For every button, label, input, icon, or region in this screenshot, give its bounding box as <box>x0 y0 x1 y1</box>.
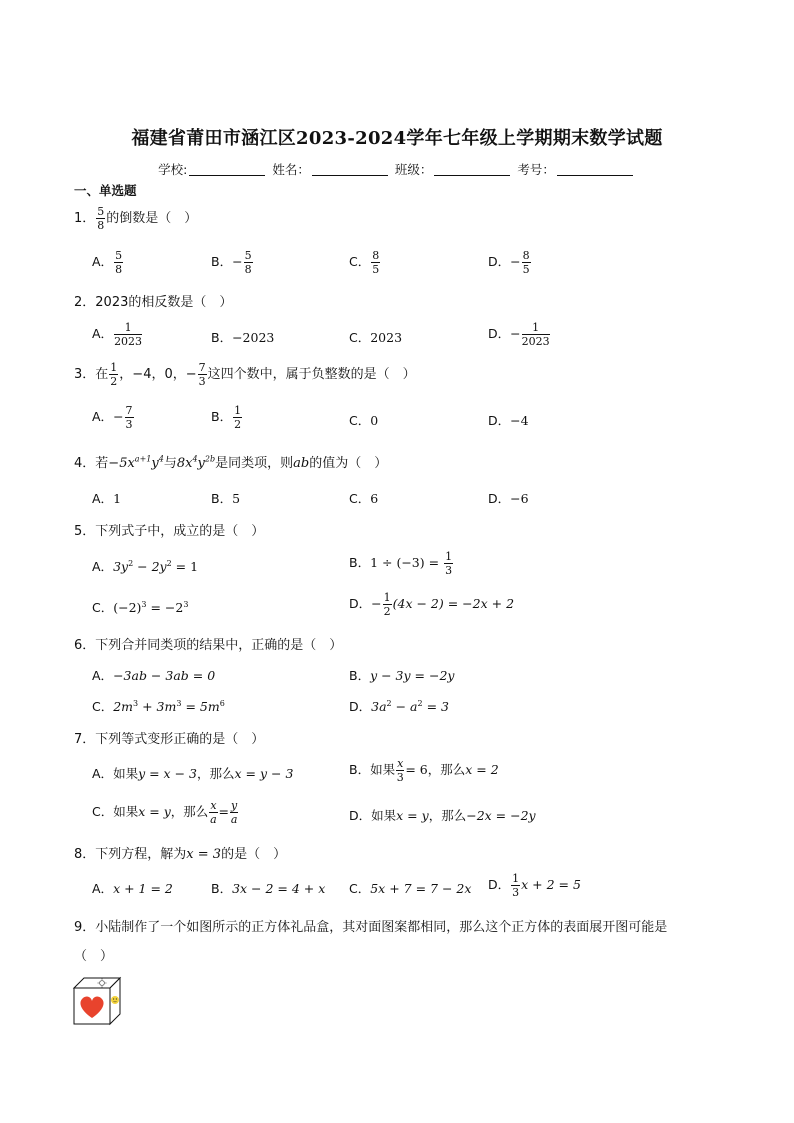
denominator: 3 <box>512 886 520 899</box>
numerator: 1 <box>234 404 242 417</box>
q4-option-d[interactable] <box>488 489 529 507</box>
exponent: 2 <box>386 698 392 708</box>
option-value: −2023 <box>232 330 275 345</box>
fraction <box>114 322 142 347</box>
exponent: 3 <box>183 599 189 609</box>
q8-option-b[interactable] <box>211 879 325 897</box>
question-number: 9． <box>74 920 96 935</box>
question-6 <box>74 634 342 653</box>
question-text: 的值为（ ） <box>309 456 388 471</box>
question-number: 5． <box>74 524 96 539</box>
q3-option-d[interactable] <box>488 411 529 429</box>
option-text: ，那么 <box>428 808 467 823</box>
numerator: 1 <box>114 322 142 335</box>
math-term: x = y <box>138 804 171 819</box>
option-label: C． <box>349 254 371 269</box>
q7-option-b[interactable] <box>349 758 499 783</box>
option-label: B． <box>211 881 233 896</box>
question-number: 1． <box>74 211 96 226</box>
numerator: 1 <box>445 550 453 563</box>
exponent: 4 <box>158 454 164 464</box>
question-8 <box>74 843 286 862</box>
question-text: 这四个数中，属于负整数的是（ ） <box>207 367 416 382</box>
smiley-icon <box>111 996 119 1004</box>
denominator: a <box>210 813 217 826</box>
q5-option-d[interactable] <box>349 592 514 617</box>
option-label: C． <box>349 491 371 506</box>
math-term: − a <box>391 699 418 714</box>
math-term: (4x − 2) = −2x + 2 <box>392 596 515 611</box>
option-label: C． <box>92 699 114 714</box>
fraction <box>114 250 123 275</box>
denominator: 8 <box>97 219 105 232</box>
q4-option-b[interactable] <box>211 489 240 507</box>
q1-option-d[interactable] <box>488 250 532 275</box>
fraction <box>522 322 550 347</box>
numerator: 8 <box>522 249 530 262</box>
denominator: 3 <box>445 564 453 577</box>
q4-option-c[interactable] <box>349 489 378 507</box>
question-1 <box>74 206 197 231</box>
numerator: 1 <box>512 872 520 885</box>
question-text: 下列合并同类项的结果中，正确的是（ ） <box>95 638 343 653</box>
option-text: 如果 <box>371 808 397 823</box>
question-number: 2． <box>74 295 96 310</box>
math-term: = 5m <box>181 699 220 714</box>
math-term: = 6 <box>405 762 428 777</box>
option-value: y − 3y = −2y <box>370 668 455 683</box>
numerator: 1 <box>522 322 550 335</box>
q1-option-a[interactable] <box>92 250 124 275</box>
question-text: 是同类项，则 <box>215 456 294 471</box>
numerator: 5 <box>115 249 123 262</box>
q1-option-c[interactable] <box>349 250 381 275</box>
math-term: x = 3 <box>186 847 222 862</box>
exponent: 2 <box>128 558 134 568</box>
math-term: x = y − 3 <box>234 766 294 781</box>
denominator: 2 <box>234 418 242 431</box>
question-9-paren: （ ） <box>74 949 114 964</box>
option-label: D． <box>488 413 511 428</box>
question-3 <box>74 362 416 387</box>
question-9 <box>74 916 667 935</box>
option-label: A． <box>92 409 114 424</box>
class-blank <box>434 163 510 176</box>
option-label: B． <box>349 555 371 570</box>
denominator: a <box>230 813 238 826</box>
exponent: a+1 <box>134 454 152 464</box>
denominator: 2023 <box>114 335 143 348</box>
q7-option-a[interactable] <box>92 764 293 782</box>
math-term: 3y <box>113 559 129 574</box>
question-text: 的是（ ） <box>221 847 287 862</box>
fraction <box>209 800 217 825</box>
option-label: A． <box>92 254 114 269</box>
option-label: D． <box>488 877 511 892</box>
school-blank <box>189 163 265 176</box>
math-term: = −2 <box>146 600 184 615</box>
question-text: 小陆制作了一个如图所示的正方体礼品盒，其对面图案都相同，那么这个正方体的表面展开图可能是 <box>95 920 668 935</box>
option-label: C． <box>92 804 114 819</box>
exponent: 4 <box>192 454 198 464</box>
option-label: B． <box>349 762 371 777</box>
option-label: D． <box>349 596 372 611</box>
numerator: 7 <box>198 361 206 374</box>
option-value: 5 <box>232 491 241 506</box>
math-term: = 3 <box>422 699 449 714</box>
section-heading: 一、单选题 <box>74 183 137 198</box>
option-label: D． <box>488 326 511 341</box>
q3-option-c[interactable] <box>349 411 378 429</box>
q2-option-a[interactable] <box>92 322 143 347</box>
numerator: 5 <box>97 205 105 218</box>
page-title: 福建省莆田市涵江区2023-2024学年七年级上学期期末数学试题 <box>131 128 663 149</box>
numerator: y <box>231 799 238 812</box>
math-term: + 3m <box>138 699 177 714</box>
math-term: 3a <box>371 699 387 714</box>
option-value: 6 <box>370 491 379 506</box>
math-term: = 1 <box>171 559 199 574</box>
fraction <box>230 800 238 825</box>
math-term: − 2y <box>133 559 167 574</box>
q5-option-c[interactable] <box>92 598 188 616</box>
minus-sign: − <box>371 596 382 611</box>
option-value: 3x − 2 = 4 + x <box>232 881 326 896</box>
denominator: 3 <box>125 418 133 431</box>
math-term: −5x <box>108 456 135 471</box>
question-number: 8． <box>74 847 96 862</box>
option-value: −6 <box>510 491 529 506</box>
option-label: B． <box>211 330 233 345</box>
fraction <box>96 206 105 231</box>
minus-sign: − <box>113 409 124 424</box>
denominator: 2 <box>110 375 118 388</box>
denominator: 2 <box>383 605 391 618</box>
fraction <box>511 873 520 898</box>
option-text: ，那么 <box>170 804 209 819</box>
q8-option-d[interactable] <box>488 873 581 898</box>
option-label: D． <box>488 254 511 269</box>
question-text: ，−4，0，− <box>119 367 197 382</box>
fraction <box>396 758 404 783</box>
question-text: 2023的相反数是（ ） <box>95 295 233 310</box>
fraction <box>233 405 242 430</box>
math-term: y <box>151 456 159 471</box>
option-label: C． <box>349 881 371 896</box>
question-text: 在 <box>95 367 109 382</box>
math-term: (−2) <box>113 600 142 615</box>
q5-option-a[interactable] <box>92 557 198 575</box>
student-info-line <box>0 160 794 178</box>
option-value: 5x + 7 = 7 − 2x <box>370 881 472 896</box>
q3-option-b[interactable] <box>211 405 243 430</box>
math-term: 1 ÷ (−3) = <box>370 555 444 570</box>
math-term: y = x − 3 <box>138 766 197 781</box>
question-text: 若 <box>95 456 109 471</box>
option-label: B． <box>211 491 233 506</box>
fraction <box>383 592 392 617</box>
option-label: A． <box>92 559 114 574</box>
option-text: 如果 <box>370 762 396 777</box>
question-4 <box>74 452 387 471</box>
option-text: 如果 <box>113 766 139 781</box>
option-text: ，那么 <box>196 766 235 781</box>
numerator: 5 <box>244 249 252 262</box>
fraction <box>444 551 453 576</box>
math-term: x = y <box>396 808 429 823</box>
option-label: B． <box>211 409 233 424</box>
denominator: 8 <box>244 263 252 276</box>
option-label: A． <box>92 766 114 781</box>
q3-option-a[interactable] <box>92 405 135 430</box>
option-value: −3ab − 3ab = 0 <box>113 668 216 683</box>
q2-option-d[interactable] <box>488 322 551 347</box>
numerator: 1 <box>110 361 118 374</box>
fraction <box>109 362 118 387</box>
numerator: 8 <box>372 249 380 262</box>
math-term: 8x <box>176 456 193 471</box>
question-5 <box>74 520 264 539</box>
exponent: 6 <box>219 698 225 708</box>
option-value: 2023 <box>370 330 403 345</box>
option-label: D． <box>349 808 372 823</box>
q8-option-c[interactable] <box>349 879 471 897</box>
question-text: 下列等式变形正确的是（ ） <box>95 732 265 747</box>
option-label: C． <box>92 600 114 615</box>
denominator: 5 <box>522 263 530 276</box>
equals-sign: = <box>218 804 230 819</box>
cube-gift-box-figure <box>72 976 122 1026</box>
question-number: 7． <box>74 732 96 747</box>
q5-option-b[interactable] <box>349 551 454 576</box>
numerator: x <box>397 757 404 770</box>
exponent: 3 <box>176 698 182 708</box>
minus-sign: − <box>510 254 521 269</box>
q6-option-b[interactable] <box>349 666 454 684</box>
question-2 <box>74 291 232 310</box>
denominator: 3 <box>396 771 404 784</box>
option-label: D． <box>488 491 511 506</box>
exponent: 2b <box>204 454 216 464</box>
denominator: 3 <box>198 375 206 388</box>
exam-no-blank <box>557 163 633 176</box>
numerator: x <box>210 799 217 812</box>
q1-option-b[interactable] <box>211 250 254 275</box>
minus-sign: − <box>510 326 521 341</box>
exponent: 3 <box>141 599 147 609</box>
denominator: 8 <box>115 263 123 276</box>
fraction <box>244 250 253 275</box>
question-number: 6． <box>74 638 96 653</box>
question-number: 3． <box>74 367 96 382</box>
option-label: A． <box>92 326 114 341</box>
option-value: −4 <box>510 413 529 428</box>
question-7 <box>74 728 264 747</box>
option-label: B． <box>349 668 371 683</box>
q6-option-a[interactable] <box>92 666 215 684</box>
option-text: 如果 <box>113 804 139 819</box>
math-term: y <box>197 456 205 471</box>
name-blank <box>312 163 388 176</box>
option-label: D． <box>349 699 372 714</box>
question-text: 的倒数是（ ） <box>106 211 198 226</box>
question-text: 下列式子中，成立的是（ ） <box>95 524 265 539</box>
fraction <box>125 405 134 430</box>
math-term: −2x = −2y <box>466 808 536 823</box>
question-text: 下列方程，解为 <box>95 847 187 862</box>
option-value: 1 <box>113 491 122 506</box>
math-term: 2m <box>113 699 134 714</box>
fraction <box>198 362 207 387</box>
q6-option-c[interactable] <box>92 697 225 715</box>
denominator: 2023 <box>521 335 550 348</box>
math-term: ab <box>293 456 310 471</box>
option-label: B． <box>211 254 233 269</box>
q2-option-c[interactable] <box>349 328 402 346</box>
exam-no-label: 考号： <box>517 162 555 177</box>
exponent: 2 <box>166 558 172 568</box>
q8-option-a[interactable] <box>92 879 173 897</box>
option-label: A． <box>92 668 114 683</box>
exponent: 3 <box>133 698 139 708</box>
option-value: x + 1 = 2 <box>113 881 173 896</box>
minus-sign: − <box>232 254 243 269</box>
q2-option-b[interactable] <box>211 328 274 346</box>
fraction <box>371 250 380 275</box>
question-number: 4． <box>74 456 96 471</box>
school-label: 学校: <box>158 162 188 177</box>
numerator: 1 <box>383 591 391 604</box>
q7-option-c[interactable] <box>92 800 239 825</box>
q4-option-a[interactable] <box>92 489 121 507</box>
q6-option-d[interactable] <box>349 697 449 715</box>
math-term: x = 2 <box>465 762 499 777</box>
class-label: 班级： <box>394 162 433 177</box>
numerator: 7 <box>125 404 133 417</box>
option-label: C． <box>349 413 371 428</box>
question-text: 与 <box>163 456 177 471</box>
option-value: 0 <box>370 413 379 428</box>
name-label: 姓名： <box>272 162 310 177</box>
denominator: 5 <box>372 263 380 276</box>
option-label: A． <box>92 491 114 506</box>
math-term: x + 2 = 5 <box>521 877 581 892</box>
exponent: 2 <box>417 698 423 708</box>
option-label: C． <box>349 330 371 345</box>
fraction <box>522 250 531 275</box>
q7-option-d[interactable] <box>349 806 536 824</box>
option-text: ，那么 <box>427 762 466 777</box>
option-label: A． <box>92 881 114 896</box>
